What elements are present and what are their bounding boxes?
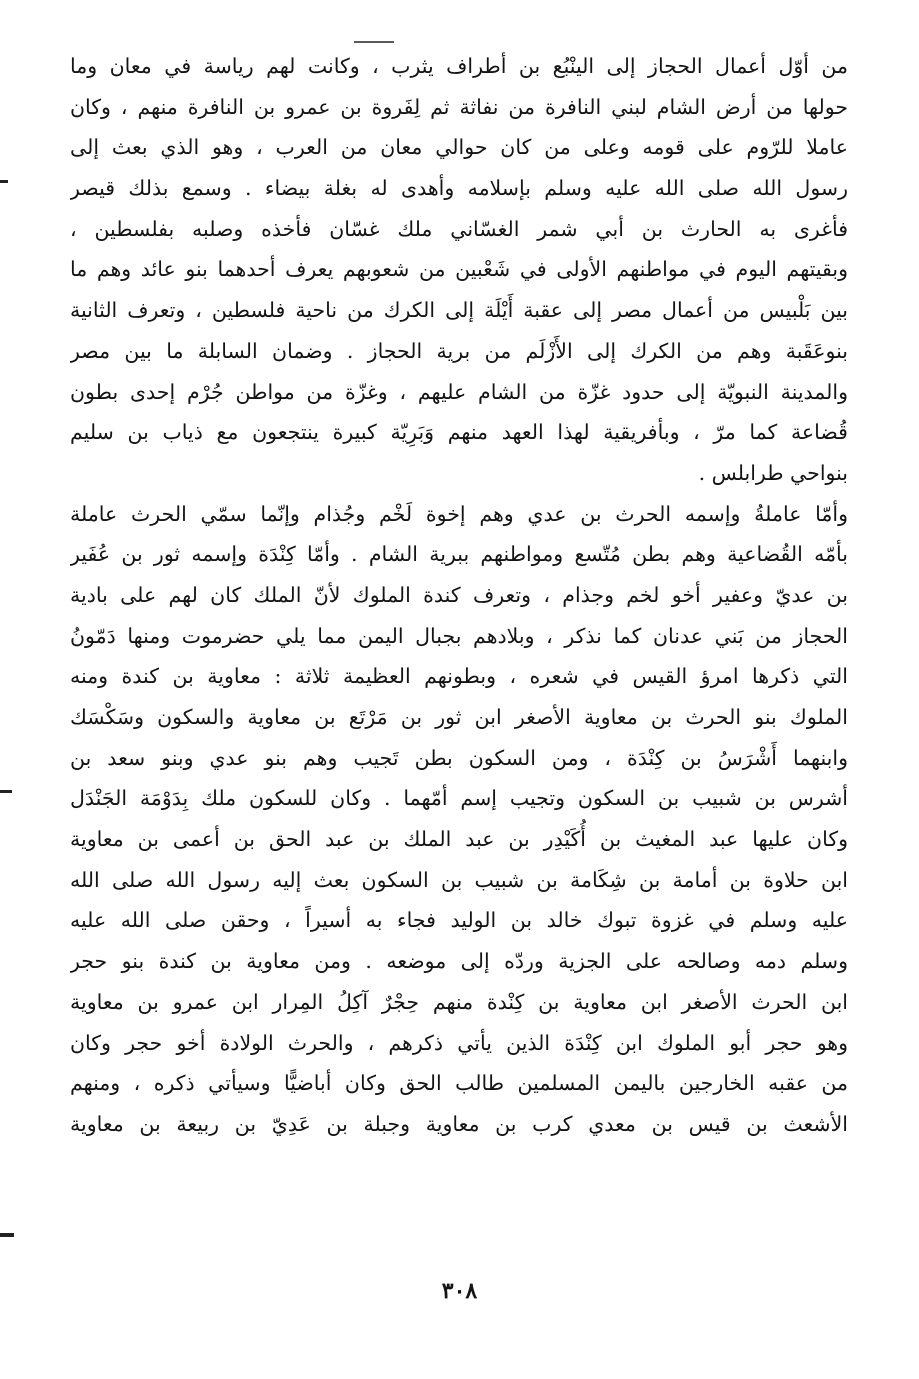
text-line: عاملا للرّوم على قومه وعلى من كان حوالي معان من العرب ، وهو الذي بعث إلى (70, 135, 848, 160)
paragraph-end-line: بنواحي طرابلس . (698, 460, 848, 485)
text-line: الحجاز من بَني عدنان كما نذكر ، وبلادهم بجبال اليمن مما يلي حضرموت ومنها دَمّونُ (70, 623, 848, 648)
text-line: رسول الله صلى الله عليه وسلم بإسلامه وأهدى له بغلة بيضاء . وسمع بذلك قيصر (70, 176, 848, 201)
body-text (70, 46, 848, 1145)
text-line: فأغرى به الحارث بن أبي شمر الغسّاني ملك غسّان فأخذه وصلبه بفلسطين ، (70, 216, 848, 241)
text-line: الملوك بنو الحرث بن معاوية الأصغر ابن ثور بن مَرْتَع بن معاوية والسكون وسَكْسَك (70, 705, 848, 729)
text-line: وأمّا عاملةُ وإسمه الحرث بن عدي وهم إخوة لَخْم وجُذام وإنّما سمّي الحرث عاملة (70, 501, 848, 526)
text-line: من أوّل أعمال الحجاز إلى الينْبُع بن أطراف يثرب ، وكانت لهم رياسة في معان وما (70, 54, 848, 78)
text-line: بين بَلْبيس من أعمال مصر إلى عقبة أَيْلَة إلى الكرك من ناحية فلسطين ، وتعرف الثانية (70, 298, 848, 323)
text-line: وبقيتهم اليوم في مواطنهم الأولى في شَعْبين من شعوبهم يعرف أحدهما بنو عائد وهم ما (70, 257, 848, 282)
text-line: الأشعث بن قيس بن معدي كرب بن معاوية وجبلة بن عَدِيّ بن ربيعة بن معاوية (70, 1111, 848, 1136)
text-line: عليه وسلم في غزوة تبوك خالد بن الوليد فجاء به أسيراً ، وحقن صلى الله عليه (70, 908, 848, 933)
text-line: التي ذكرها امرؤ القيس في شعره ، وبطونهم العظيمة ثلاثة : معاوية بن كندة ومنه (70, 664, 848, 689)
text-line: بأمّه القُضاعية وهم بطن مُتّسع ومواطنهم ببرية الشام . وأمّا كِنْدَة وإسمه ثور بن عُفَير (70, 542, 848, 567)
text-line: ابن الحرث الأصغر ابن معاوية بن كِنْدة منهم حِجْرٌ آكِلُ المِرار ابن عمرو بن معاوية (70, 989, 848, 1014)
text-line: والمدينة النبويّة إلى حدود غزّة من الشام عليهم ، وغزّة من مواطن جُرْم إحدى بطون (70, 379, 848, 404)
scan-edge-mark (0, 790, 12, 793)
text-line: وهو حجر أبو الملوك ابن كِنْدَة الذين يأتي ذكرهم ، والحرث الولادة أخو حجر وكان (70, 1030, 848, 1055)
text-line: وسلم دمه وصالحه على الجزية وردّه إلى موضعه . ومن معاوية بن كندة بنو حجر (70, 949, 848, 974)
header-rule (354, 41, 394, 43)
text-line: وكان عليها عبد المغيث بن أُكَيْدِر بن عبد الملك بن عبد الحق بن أعمى بن معاوية (70, 827, 848, 852)
text-line: أشرس بن شبيب بن السكون وتجيب إسم أمّهما . وكان للسكون ملك بِدَوْمَة الجَنْدَل (70, 786, 848, 811)
scan-edge-mark (0, 1233, 14, 1237)
page-number: ٣٠٨ (441, 1278, 478, 1304)
text-line: قُضاعة كما مرّ ، وبأفريقية لهذا العهد منهم وَبَرِيّة كبيرة ينتجعون مع ذياب بن سليم (70, 420, 848, 445)
text-line: بن عديّ وعفير أخو لخم وجذام ، وتعرف كندة الملوك لأنّ الملك كان لهم على بادية (70, 582, 848, 607)
text-line: حولها من أرض الشام لبني النافرة من نفاثة ثم لِفَروة بن عمرو بن النافرة منهم ، وكان (70, 94, 848, 119)
text-line: من عقبه الخارجين باليمن المسلمين طالب الحق وكان أباضيًّا وسيأتي ذكره ، ومنهم (70, 1071, 848, 1096)
text-line: ابن حلاوة بن أمامة بن شِكَامة بن شبيب بن السكون بعث إليه رسول الله صلى الله (70, 867, 848, 892)
text-line: بنوعَقَبة وهم من الكرك إلى الأَزْلَم من برية الحجاز . وضمان السابلة ما بين مصر (70, 338, 848, 363)
scan-edge-mark (0, 180, 8, 183)
text-line: وابنهما أَشْرَسُ بن كِنْدَة ، ومن السكون بطن تَجيب وهم بنو عدي وبنو سعد بن (70, 745, 848, 770)
